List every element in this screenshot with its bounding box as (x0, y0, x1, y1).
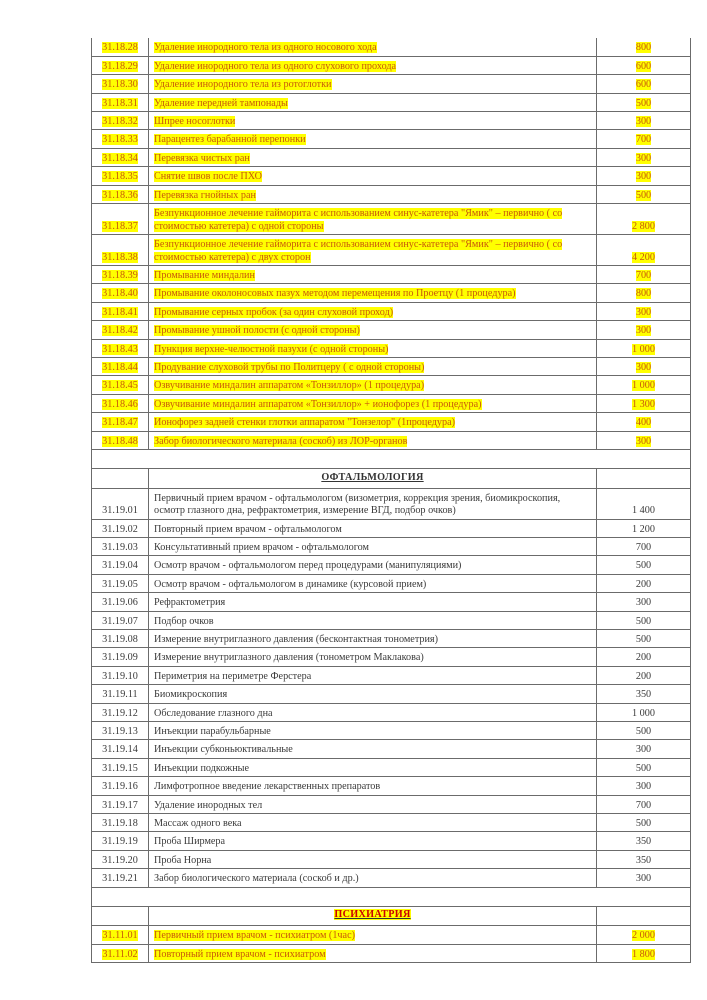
service-code: 31.18.46 (102, 398, 138, 410)
service-code: 31.18.47 (102, 417, 138, 429)
service-code: 31.19.19 (92, 832, 149, 850)
table-row (92, 926, 691, 944)
service-code: 31.18.43 (102, 343, 138, 355)
service-name: Биомикроскопия (149, 685, 597, 703)
service-name: Инъекции парабульбарные (149, 722, 597, 740)
service-name: Рефрактометрия (149, 593, 597, 611)
service-code: 31.18.39 (102, 270, 138, 281)
service-name: Шпрее носоглотки (154, 116, 236, 128)
service-price: 2 000 (632, 930, 655, 942)
service-code: 31.18.35 (102, 171, 138, 183)
service-price: 200 (597, 666, 691, 684)
service-name: Пункция верхне-челюстной пазухи (с одной стороны) (154, 343, 389, 355)
service-name: Удаление инородного тела из одного слухового прохода (154, 60, 397, 72)
table-row (92, 519, 691, 537)
service-price: 800 (635, 42, 652, 54)
service-code: 31.18.34 (102, 152, 138, 164)
service-code: 31.18.33 (102, 134, 138, 146)
table-row (92, 685, 691, 703)
service-code: 31.18.41 (102, 306, 138, 318)
table-row (92, 394, 691, 412)
table-row (92, 944, 691, 962)
table-row (92, 611, 691, 629)
service-price: 1 400 (597, 488, 691, 519)
table-row (92, 38, 691, 56)
table-row (92, 488, 691, 519)
service-name: Удаление передней тампонады (154, 97, 288, 109)
service-code: 31.18.40 (102, 288, 138, 300)
service-price: 300 (635, 306, 652, 318)
service-name: Промывание миндалин (154, 270, 255, 281)
service-name: Подбор очков (149, 611, 597, 629)
table-row (92, 740, 691, 758)
service-name: Удаление инородных тел (149, 795, 597, 813)
service-price: 1 000 (597, 703, 691, 721)
service-code: 31.18.36 (102, 189, 138, 201)
section-header-row (92, 469, 691, 488)
service-code: 31.19.17 (92, 795, 149, 813)
table-row (92, 357, 691, 375)
service-name: Удаление инородного тела из одного носового хода (154, 42, 377, 54)
service-price: 400 (635, 417, 652, 429)
service-price: 700 (597, 795, 691, 813)
service-name: Инъекции подкожные (149, 758, 597, 776)
spacer-row (92, 449, 691, 468)
table-row (92, 266, 691, 284)
service-price: 500 (597, 630, 691, 648)
service-price: 1 300 (632, 398, 655, 410)
service-price: 800 (635, 288, 652, 300)
table-row (92, 850, 691, 868)
service-name: Ионофорез задней стенки глотки аппаратом "Тонзелор" (1процедура) (154, 417, 456, 429)
service-name: Озвучивание миндалин аппаратом «Тонзиллор» + ионофорез (1 процедура) (154, 398, 482, 410)
table-row (92, 413, 691, 431)
service-name: Забор биологического материала (соскоб и др.) (149, 869, 597, 887)
section-header-row (92, 906, 691, 925)
service-code: 31.19.08 (92, 630, 149, 648)
service-code: 31.18.45 (102, 380, 138, 392)
service-price: 1 000 (632, 380, 655, 392)
service-price: 1 000 (632, 343, 655, 355)
service-name-line-2: стоимостью катетера) с одной стороны (154, 220, 324, 232)
service-code: 31.19.03 (92, 538, 149, 556)
service-code: 31.18.38 (102, 251, 138, 263)
service-name-line-1: Безпункционное лечение гайморита с использованием синус-катетера "Ямик" – первично ( со (154, 208, 563, 220)
service-price: 300 (635, 325, 652, 337)
service-price: 300 (635, 361, 652, 373)
service-price: 200 (597, 648, 691, 666)
service-price: 4 200 (632, 251, 655, 263)
price-list-page (91, 38, 690, 963)
service-price: 500 (597, 813, 691, 831)
service-code: 31.19.06 (92, 593, 149, 611)
table-row (92, 376, 691, 394)
service-price: 500 (597, 758, 691, 776)
service-name: Промывание ушной полости (с одной стороны) (154, 325, 360, 337)
service-price: 300 (635, 435, 652, 447)
service-name: Консультативный прием врачом - офтальмологом (149, 538, 597, 556)
table-row (92, 593, 691, 611)
service-price: 700 (635, 134, 652, 146)
table-row (92, 869, 691, 887)
service-name-line-2: стоимостью катетера) с двух сторон (154, 251, 311, 263)
table-row (92, 574, 691, 592)
table-row (92, 431, 691, 449)
service-name: Парацентез барабанной перепонки (154, 134, 306, 146)
table-row (92, 703, 691, 721)
service-price: 350 (597, 685, 691, 703)
service-price: 2 800 (632, 220, 655, 232)
table-row (92, 722, 691, 740)
service-name-line-1: Безпункционное лечение гайморита с использованием синус-катетера "Ямик" – первично ( со (154, 239, 563, 251)
service-code: 31.19.09 (92, 648, 149, 666)
section-title-ophthalmology: ОФТАЛЬМОЛОГИЯ (149, 469, 597, 488)
service-code: 31.19.13 (92, 722, 149, 740)
price-table-body (92, 38, 691, 963)
service-code: 31.19.07 (92, 611, 149, 629)
table-row (92, 339, 691, 357)
section-title-psychiatry: ПСИХИАТРИЯ (334, 909, 411, 921)
service-price: 500 (635, 97, 652, 109)
service-code: 31.18.42 (102, 325, 138, 337)
service-name: Снятие швов после ПХО (154, 171, 262, 183)
service-name: Промывание околоносовых пазух методом перемещения по Проетцу (1 процедура) (154, 288, 516, 300)
service-code: 31.19.01 (92, 488, 149, 519)
table-row (92, 666, 691, 684)
service-price: 1 200 (597, 519, 691, 537)
service-price: 300 (597, 593, 691, 611)
service-name: Первичный прием врачом - психиатром (1час) (154, 930, 355, 942)
service-name-line-1: Первичный прием врачом - офтальмологом (визометрия, коррекция зрения, биомикроскопия, (154, 492, 561, 504)
table-row (92, 813, 691, 831)
service-price: 350 (597, 850, 691, 868)
service-name: Измерение внутриглазного давления (бесконтактная тонометрия) (149, 630, 597, 648)
service-code: 31.11.01 (102, 930, 138, 942)
spacer-row (92, 887, 691, 906)
service-code: 31.19.18 (92, 813, 149, 831)
service-name: Измерение внутриглазного давления (тонометром Маклакова) (149, 648, 597, 666)
service-code: 31.18.48 (102, 435, 138, 447)
service-code: 31.19.20 (92, 850, 149, 868)
table-row (92, 56, 691, 74)
service-code: 31.19.05 (92, 574, 149, 592)
service-code: 31.19.11 (92, 685, 149, 703)
table-row (92, 302, 691, 320)
service-name: Озвучивание миндалин аппаратом «Тонзиллор» (1 процедура) (154, 380, 425, 392)
service-name: Промывание серных пробок (за один слуховой проход) (154, 306, 394, 318)
table-row (92, 321, 691, 339)
service-code: 31.19.21 (92, 869, 149, 887)
table-row (92, 235, 691, 266)
table-row (92, 93, 691, 111)
service-name: Повторный прием врачом - офтальмологом (149, 519, 597, 537)
service-name: Проба Норна (149, 850, 597, 868)
service-price: 300 (597, 869, 691, 887)
service-name: Забор биологического материала (соскоб) из ЛОР-органов (154, 435, 408, 447)
service-code: 31.18.31 (102, 97, 138, 109)
table-row (92, 167, 691, 185)
service-code: 31.19.15 (92, 758, 149, 776)
price-table (91, 38, 691, 963)
service-price: 700 (635, 270, 652, 281)
service-price: 1 800 (632, 948, 655, 960)
service-name: Массаж одного века (149, 813, 597, 831)
service-code: 31.18.44 (102, 361, 138, 373)
table-row (92, 112, 691, 130)
service-price: 300 (635, 171, 652, 183)
table-row (92, 630, 691, 648)
service-code: 31.19.12 (92, 703, 149, 721)
service-name: Перевязка гнойных ран (154, 189, 256, 201)
service-name: Осмотр врачом - офтальмологом перед процедурами (манипуляциями) (149, 556, 597, 574)
table-row (92, 148, 691, 166)
table-row (92, 538, 691, 556)
service-name: Осмотр врачом - офтальмологом в динамике (курсовой прием) (149, 574, 597, 592)
service-price: 500 (597, 556, 691, 574)
service-name: Периметрия на периметре Ферстера (149, 666, 597, 684)
service-price: 500 (597, 611, 691, 629)
service-name: Продувание слуховой трубы по Политцеру ( с одной стороны) (154, 361, 425, 373)
service-code: 31.11.02 (102, 948, 138, 960)
service-price: 500 (597, 722, 691, 740)
table-row (92, 130, 691, 148)
service-name: Лимфотропное введение лекарственных препаратов (149, 777, 597, 795)
service-name: Обследование глазного дна (149, 703, 597, 721)
table-row (92, 284, 691, 302)
service-price: 300 (597, 740, 691, 758)
service-price: 700 (597, 538, 691, 556)
service-price: 350 (597, 832, 691, 850)
table-row (92, 648, 691, 666)
service-code: 31.19.02 (92, 519, 149, 537)
service-code: 31.19.16 (92, 777, 149, 795)
service-price: 500 (635, 189, 652, 201)
service-name: Повторный прием врачом - психиатром (154, 948, 326, 960)
table-row (92, 832, 691, 850)
table-row (92, 204, 691, 235)
service-name: Перевязка чистых ран (154, 152, 250, 164)
service-name: Инъекции субконьюктивальные (149, 740, 597, 758)
service-code: 31.18.32 (102, 116, 138, 128)
service-code: 31.18.30 (102, 79, 138, 91)
service-code: 31.18.37 (102, 220, 138, 232)
table-row (92, 556, 691, 574)
table-row (92, 758, 691, 776)
table-row (92, 185, 691, 203)
service-price: 600 (635, 60, 652, 72)
service-name-line-2: осмотр глазного дна, рефрактометрия, измерение ВГД, подбор очков) (154, 505, 456, 517)
service-price: 300 (635, 152, 652, 164)
service-price: 200 (597, 574, 691, 592)
service-price: 300 (635, 116, 652, 128)
service-price: 600 (635, 79, 652, 91)
table-row (92, 795, 691, 813)
service-code: 31.19.10 (92, 666, 149, 684)
service-code: 31.19.04 (92, 556, 149, 574)
service-code: 31.18.29 (102, 60, 138, 72)
table-row (92, 75, 691, 93)
service-name: Удаление инородного тела из ротоглотки (154, 79, 332, 91)
service-code: 31.18.28 (102, 42, 138, 54)
service-code: 31.19.14 (92, 740, 149, 758)
table-row (92, 777, 691, 795)
service-name: Проба Ширмера (149, 832, 597, 850)
service-price: 300 (597, 777, 691, 795)
